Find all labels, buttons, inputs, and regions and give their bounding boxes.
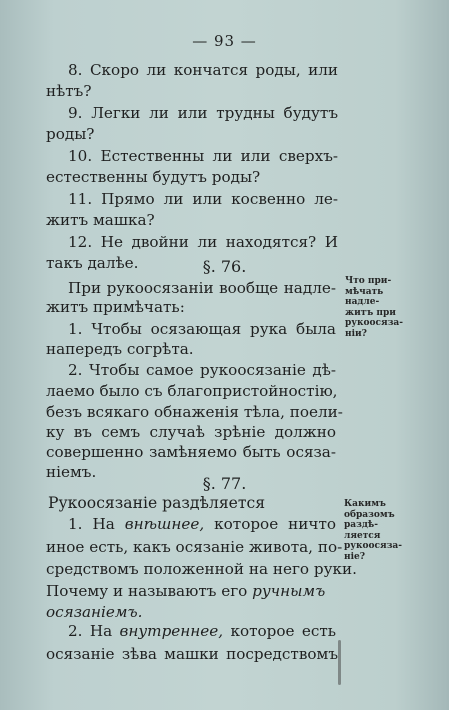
- section-76-line: совершенно замѣняемо быть осяза-: [46, 443, 336, 461]
- section-77-line-2: 1. На внѣшнее, которое ничто: [68, 515, 336, 533]
- question-line: естественны будутъ роды?: [46, 168, 261, 186]
- section-77-line-8: осязаніе зѣва машки посредствомъ: [46, 645, 338, 663]
- section-76-line: 2. Чтобы самое рукоосязаніе дѣ-: [68, 361, 336, 379]
- question-line: 11. Прямо ли или косвенно ле-: [68, 190, 338, 208]
- section-77-line-3: иное есть, какъ осязаніе живота, по-: [46, 538, 343, 556]
- section-76-line: безъ всякаго обнаженія тѣла, поели-: [46, 403, 343, 421]
- ink-stain: [338, 640, 341, 685]
- question-line: 10. Естественны ли или сверхъ-: [68, 147, 338, 165]
- question-line: роды?: [46, 125, 95, 143]
- margin-note-line: Что при-: [345, 276, 392, 286]
- margin-note-line: мѣчать: [345, 286, 384, 297]
- section-76-line: ку въ семъ случаѣ зрѣніе должно: [46, 423, 336, 441]
- margin-note-line: ніи?: [345, 328, 367, 339]
- section-76-line: житъ примѣчать:: [46, 298, 185, 316]
- question-line: 9. Легки ли или трудны будутъ: [68, 104, 338, 122]
- margin-note-line: рукоосяза-: [345, 318, 403, 328]
- section-76-line: При рукоосязаніи вообще надле-: [68, 279, 336, 297]
- margin-note-line: ніе?: [344, 551, 366, 562]
- margin-note-line: рукоосяза-: [344, 541, 402, 551]
- section-77-line-6: осязаніемъ.: [46, 603, 143, 621]
- question-line: 12. Не двойни ли находятся? И: [68, 233, 338, 251]
- section-77-line-7: 2. На внутреннее, которое есть: [68, 622, 337, 640]
- section-77-line-1: Рукоосязаніе раздѣляется: [48, 494, 266, 512]
- margin-note-line: образомъ: [344, 509, 395, 520]
- section-77-line-4: средствомъ положенной на него руки.: [46, 560, 357, 578]
- section-76-line: 1. Чтобы осязающая рука была: [68, 320, 336, 338]
- margin-note-line: житъ при: [345, 307, 396, 318]
- section-77-line-5: Почему и называютъ его ручнымъ: [46, 582, 326, 600]
- section-76-line: ніемъ.: [46, 463, 97, 481]
- question-line: нѣтъ?: [46, 82, 92, 100]
- margin-note-line: раздѣ-: [344, 520, 378, 530]
- question-line: такъ далѣе.: [46, 254, 139, 272]
- section-76-line: напередъ согрѣта.: [46, 340, 194, 358]
- section-76-line: лаемо было съ благопристойностію,: [46, 382, 338, 400]
- margin-note-line: надле-: [345, 297, 380, 307]
- question-line: житъ машка?: [46, 211, 155, 229]
- section-76-heading: §. 76.: [202, 257, 247, 276]
- margin-note-line: ляется: [344, 530, 381, 541]
- margin-note-line: Какимъ: [344, 499, 386, 509]
- section-77-heading: §. 77.: [202, 474, 247, 493]
- question-line: 8. Скоро ли кончатся роды, или: [68, 61, 338, 79]
- page-number: — 93 —: [192, 32, 257, 50]
